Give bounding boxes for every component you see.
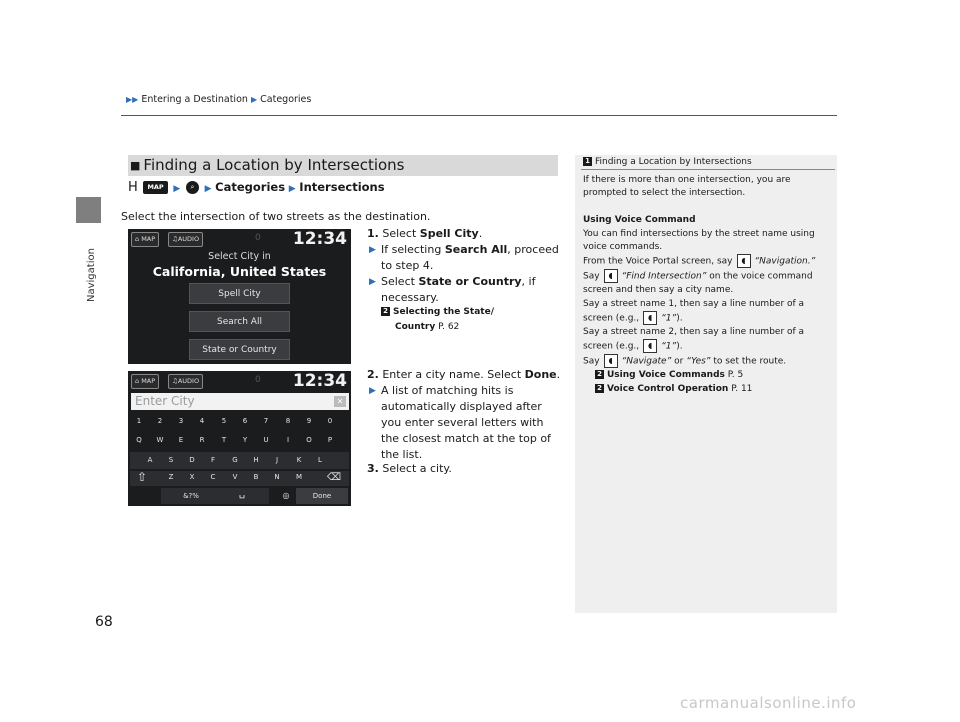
reference-icon: 2	[381, 307, 390, 316]
screen-status-bar	[128, 229, 351, 253]
symbols-key[interactable]: &?%	[183, 492, 199, 500]
note-body: If there is more than one intersection, you are prompted to select the intersection. Using Voice Command You can find intersections by the street name using voice commands. From the Voice Portal screen, say ◖ “Navigation.” Say ◖ “Find Intersection” on the voice command screen and then say a city name. Say a street name 1, then say a line number of a screen (e.g., ◖ “1”). Say a street name 2, then say a line number of a screen (e.g., ◖ “1”). Say ◖ “Navigate” or “Yes” to set the route. 2 Using Voice Commands P. 5 2 Voice Control Operation P. 11	[583, 174, 833, 396]
key[interactable]: O	[306, 436, 312, 444]
reference-icon: 2	[595, 384, 604, 393]
sub-arrow-icon: ▶	[369, 277, 376, 287]
key[interactable]: K	[296, 456, 302, 464]
step-2a: ▶ A list of matching hits is automatically displayed after you enter several letters with the closest match at the top of the list.	[369, 384, 551, 461]
key[interactable]: W	[156, 436, 164, 444]
region-title: California, United States	[152, 264, 327, 279]
key[interactable]: 1	[136, 417, 142, 425]
screen-status-bar	[128, 371, 351, 395]
page-number: 68	[95, 614, 113, 630]
talk-icon: ◖	[643, 339, 657, 353]
key[interactable]: 5	[221, 417, 227, 425]
step-1a: ▶ If selecting Search All, proceed to step 4.	[369, 243, 559, 272]
key[interactable]: 9	[306, 417, 312, 425]
reference-voice-commands[interactable]: 2 Using Voice Commands P. 5	[583, 369, 833, 382]
key[interactable]: M	[295, 473, 303, 481]
home-key-icon: H	[128, 180, 138, 195]
shift-icon[interactable]: ⇧	[136, 470, 148, 484]
key[interactable]: B	[253, 473, 259, 481]
key[interactable]: E	[178, 436, 184, 444]
watermark: carmanualsonline.info	[680, 694, 857, 712]
step-1-reference[interactable]: 2 Selecting the State/ Country P. 62	[381, 305, 494, 335]
search-icon: ⌕	[186, 181, 199, 194]
intro-text: Select the intersection of two streets as the destination.	[121, 210, 431, 223]
path-arrow-icon: ▶	[173, 184, 181, 194]
status-zero: 0	[255, 233, 261, 243]
menu-path	[128, 180, 385, 195]
sub-arrow-icon: ▶	[369, 245, 376, 255]
path-categories: Categories	[215, 180, 286, 194]
key[interactable]: X	[189, 473, 195, 481]
voice-icon[interactable]: ◎	[282, 491, 290, 500]
spell-city-button[interactable]: Spell City	[189, 283, 290, 304]
section-title: ■ Finding a Location by Intersections	[128, 155, 558, 176]
step-1: 1. Select Spell City.	[367, 227, 483, 240]
status-zero: 0	[255, 375, 261, 385]
search-all-button[interactable]: Search All	[189, 311, 290, 332]
reference-icon: 2	[595, 370, 604, 379]
city-input[interactable]: Enter City ✕	[131, 393, 349, 410]
key[interactable]: 2	[157, 417, 163, 425]
breadcrumb-arrow-icon: ▶▶	[126, 95, 139, 104]
key[interactable]: L	[318, 456, 322, 464]
clock: 12:34	[292, 229, 347, 249]
header-divider	[121, 115, 837, 116]
talk-icon: ◖	[643, 311, 657, 325]
key[interactable]: S	[168, 456, 174, 464]
talk-icon: ◖	[737, 254, 751, 268]
key[interactable]: D	[189, 456, 195, 464]
key[interactable]: T	[221, 436, 227, 444]
space-icon[interactable]: ␣	[238, 488, 246, 499]
note-marker-icon: 1	[583, 157, 592, 166]
key[interactable]: H	[253, 456, 259, 464]
key[interactable]: 0	[327, 417, 333, 425]
key[interactable]: N	[274, 473, 280, 481]
enter-city-screen	[128, 371, 351, 506]
key[interactable]: Z	[168, 473, 174, 481]
reference-voice-control[interactable]: 2 Voice Control Operation P. 11	[583, 383, 833, 396]
step-3: 3. Select a city.	[367, 462, 452, 475]
step-1b: ▶ Select State or Country, if necessary.	[369, 275, 536, 304]
key[interactable]: 7	[263, 417, 269, 425]
map-button-icon: MAP	[143, 181, 167, 194]
path-intersections: Intersections	[299, 180, 385, 194]
key[interactable]: F	[210, 456, 216, 464]
audio-button[interactable]: ♫AUDIO	[168, 374, 203, 389]
breadcrumb-item-destination[interactable]: Entering a Destination	[141, 94, 248, 105]
side-chapter-label: Navigation	[86, 248, 97, 302]
talk-icon: ◖	[604, 354, 618, 368]
sub-arrow-icon: ▶	[369, 386, 376, 396]
key[interactable]: U	[263, 436, 269, 444]
audio-button[interactable]: ♫AUDIO	[168, 232, 203, 247]
map-button[interactable]: ⌂ MAP	[131, 374, 159, 389]
key[interactable]: J	[275, 456, 279, 464]
breadcrumb	[126, 94, 311, 105]
section-square-icon: ■	[130, 159, 141, 172]
done-button[interactable]: Done	[296, 488, 348, 504]
breadcrumb-arrow-icon: ▶	[250, 95, 258, 104]
key[interactable]: 4	[199, 417, 205, 425]
select-city-caption: Select City in	[208, 251, 271, 262]
key[interactable]: A	[147, 456, 153, 464]
talk-icon: ◖	[604, 269, 618, 283]
key[interactable]: R	[199, 436, 205, 444]
key[interactable]: G	[232, 456, 238, 464]
backspace-icon[interactable]: ⌫	[326, 472, 342, 483]
key[interactable]: 6	[242, 417, 248, 425]
key[interactable]: 8	[285, 417, 291, 425]
key[interactable]: Q	[136, 436, 142, 444]
key[interactable]: V	[232, 473, 238, 481]
side-tab-marker	[76, 197, 101, 223]
clear-icon[interactable]: ✕	[334, 396, 346, 407]
note-divider	[581, 169, 835, 170]
select-city-screen	[128, 229, 351, 364]
key[interactable]: Y	[242, 436, 248, 444]
state-or-country-button[interactable]: State or Country	[189, 339, 290, 360]
note-title: 1 Finding a Location by Intersections	[583, 157, 752, 167]
step-2: 2. Enter a city name. Select Done.	[367, 368, 561, 381]
key[interactable]: C	[210, 473, 216, 481]
path-arrow-icon: ▶	[288, 184, 296, 194]
path-arrow-icon: ▶	[204, 184, 212, 194]
voice-command-heading: Using Voice Command	[583, 215, 696, 226]
key[interactable]: 3	[178, 417, 184, 425]
clock: 12:34	[292, 371, 347, 391]
map-button[interactable]: ⌂ MAP	[131, 232, 159, 247]
breadcrumb-item-categories[interactable]: Categories	[260, 94, 312, 105]
key[interactable]: I	[286, 436, 290, 444]
key[interactable]: P	[327, 436, 333, 444]
